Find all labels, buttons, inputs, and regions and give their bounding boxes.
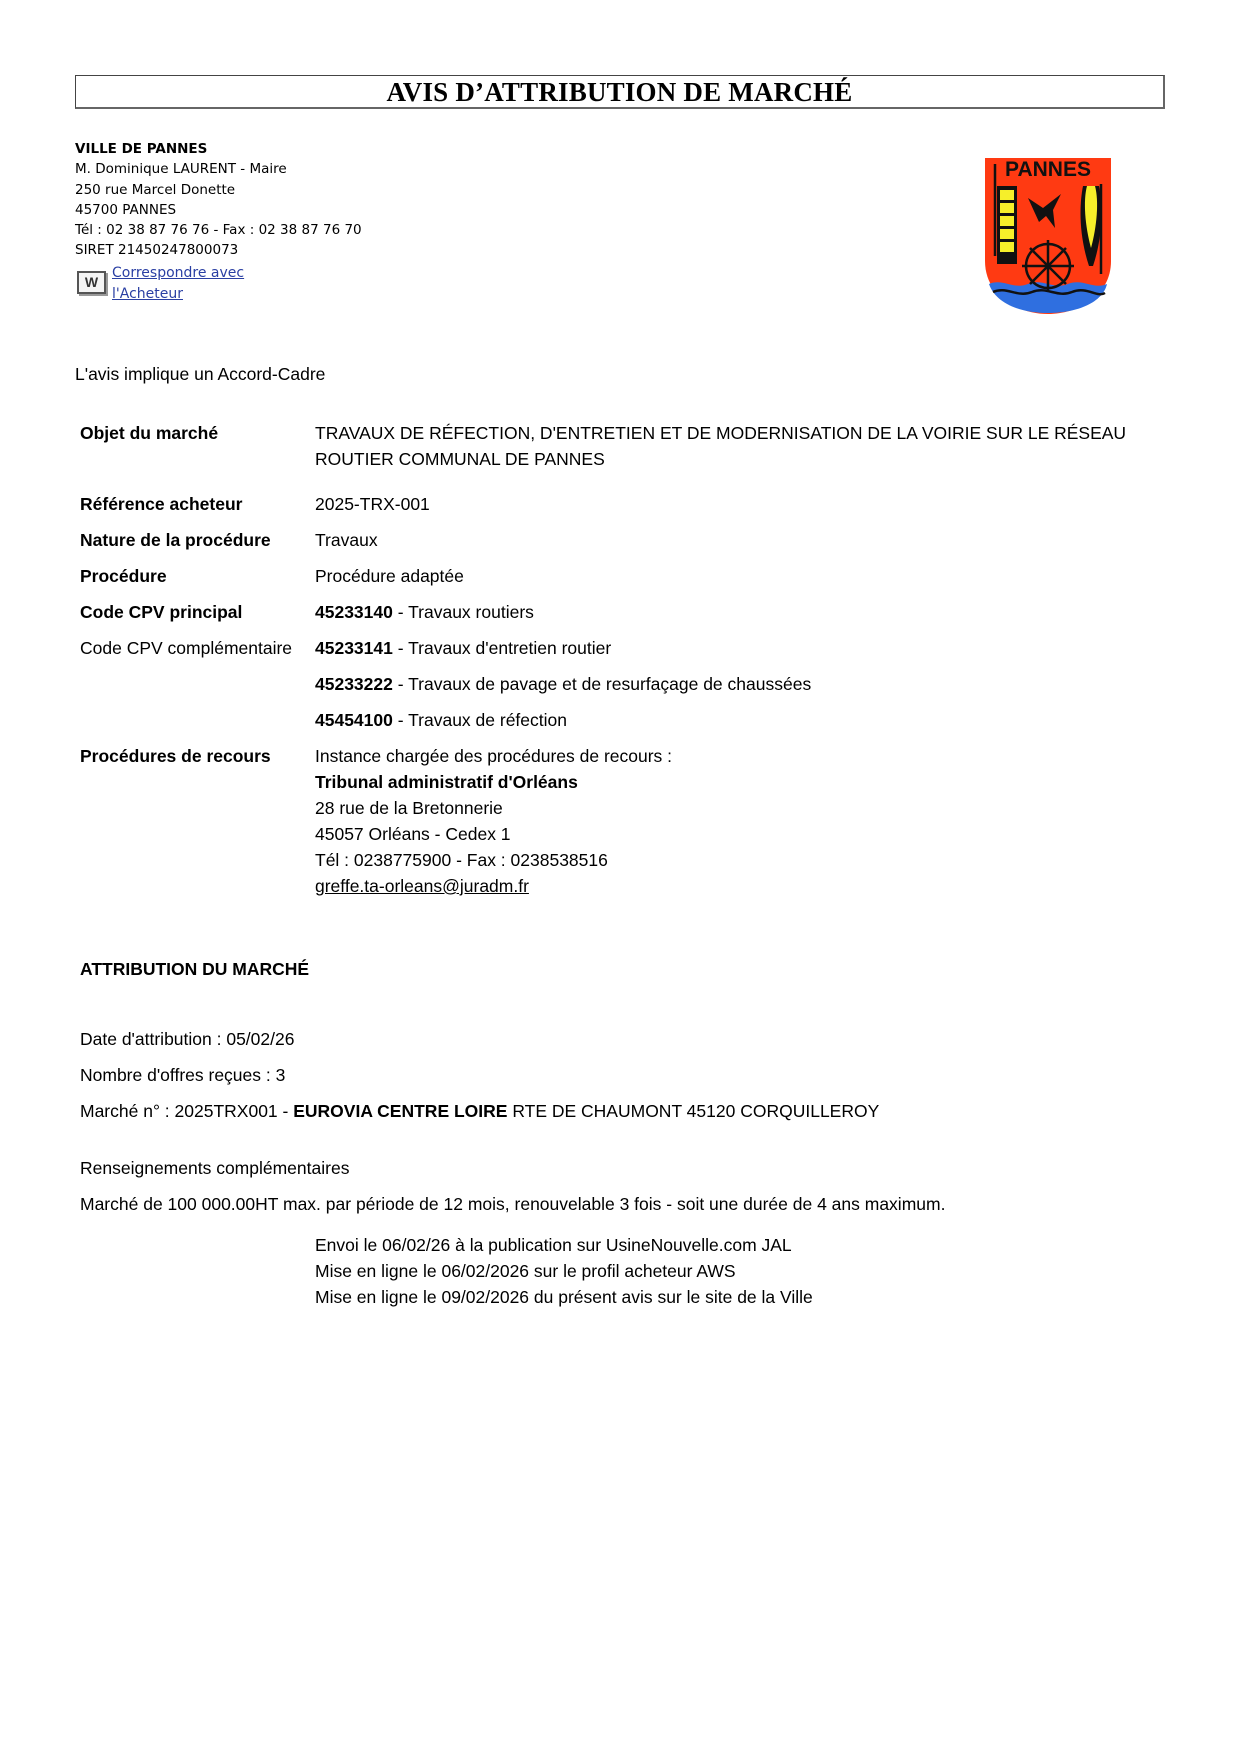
buyer-representative: M. Dominique LAURENT - Maire <box>75 161 287 178</box>
cpv-extra-item <box>315 671 1160 697</box>
crest-text: PANNES <box>1005 158 1091 181</box>
publication-line: Mise en ligne le 06/02/2026 sur le profil acheteur AWS <box>315 1261 736 1281</box>
cpv-main-value <box>315 599 1160 625</box>
publication-line: Mise en ligne le 09/02/2026 du présent avis sur le site de la Ville <box>315 1287 813 1307</box>
offers-count: Nombre d'offres reçues : 3 <box>80 1065 286 1085</box>
cpv-extra-desc: - Travaux de pavage et de resurfaçage de chaussées <box>392 674 812 694</box>
cpv-extra-code: 45454100 <box>315 710 393 730</box>
publication-notes <box>315 1232 813 1310</box>
framework-note: L'avis implique un Accord-Cadre <box>75 364 326 384</box>
recours-street: 28 rue de la Bretonnerie <box>315 798 503 818</box>
cpv-extra-label: Code CPV complémentaire <box>80 638 293 658</box>
cpv-main-code: 45233140 <box>315 602 393 622</box>
contact-buyer-link[interactable] <box>112 263 252 305</box>
winner-address: RTE DE CHAUMONT 45120 CORQUILLEROY <box>507 1101 880 1121</box>
procedure-value: Procédure adaptée <box>315 566 464 586</box>
recours-court: Tribunal administratif d'Orléans <box>315 772 578 792</box>
recours-email-link[interactable]: greffe.ta-orleans@juradm.fr <box>315 876 529 896</box>
reference-label: Référence acheteur <box>80 494 243 514</box>
contract-details <box>80 420 1160 899</box>
buyer-block <box>75 139 362 305</box>
contact-link-line1: Correspondre avec <box>112 264 245 281</box>
contract-prefix: Marché n° : 2025TRX001 - <box>80 1101 294 1121</box>
contact-link-line2: l'Acheteur <box>112 285 183 302</box>
cpv-main-desc: - Travaux routiers <box>392 602 534 622</box>
attribution-date: Date d'attribution : 05/02/26 <box>80 1029 295 1049</box>
row-objet <box>80 420 1160 472</box>
cpv-extra-code: 45233222 <box>315 674 393 694</box>
contact-buyer[interactable] <box>75 263 362 305</box>
recours-phone-fax: Tél : 0238775900 - Fax : 0238538516 <box>315 850 608 870</box>
buyer-name: VILLE DE PANNES <box>75 141 208 157</box>
info-text: Marché de 100 000.00HT max. par période de 12 mois, renouvelable 3 fois - soit une durée de 4 ans maximum. <box>80 1194 946 1214</box>
recours-city: 45057 Orléans - Cedex 1 <box>315 824 511 844</box>
row-cpv-extra-1 <box>80 635 1160 661</box>
buyer-siret: SIRET 21450247800073 <box>75 242 239 259</box>
town-crest-logo <box>983 156 1113 316</box>
row-reference <box>80 491 1160 517</box>
attribution-section <box>80 956 945 1217</box>
recours-intro: Instance chargée des procédures de recours : <box>315 746 673 766</box>
document-title: AVIS D’ATTRIBUTION DE MARCHÉ <box>386 77 853 107</box>
buyer-address: 250 rue Marcel Donette <box>75 181 236 198</box>
row-cpv-extra-2 <box>80 671 1160 697</box>
objet-value: TRAVAUX DE RÉFECTION, D'ENTRETIEN ET DE MODERNISATION DE LA VOIRIE SUR LE RÉSEAU ROUTIER COMMUNAL DE PANNES <box>315 423 1127 469</box>
cpv-extra-desc: - Travaux de réfection <box>392 710 567 730</box>
attribution-heading: ATTRIBUTION DU MARCHÉ <box>80 959 310 979</box>
web-contact-icon[interactable]: W <box>77 271 106 294</box>
row-cpv-main <box>80 599 1160 625</box>
cpv-extra-item <box>315 635 1160 661</box>
cpv-extra-item <box>315 707 1160 733</box>
cpv-main-label: Code CPV principal <box>80 602 243 622</box>
procedure-label: Procédure <box>80 566 167 586</box>
nature-value: Travaux <box>315 530 378 550</box>
winner-company: EUROVIA CENTRE LOIRE <box>293 1101 508 1121</box>
info-heading: Renseignements complémentaires <box>80 1158 350 1178</box>
row-nature <box>80 527 1160 553</box>
buyer-phone-fax: Tél : 02 38 87 76 76 - Fax : 02 38 87 76 70 <box>75 222 362 239</box>
recours-value <box>315 743 1160 899</box>
row-recours <box>80 743 1160 899</box>
nature-label: Nature de la procédure <box>80 530 271 550</box>
row-cpv-extra-3 <box>80 707 1160 733</box>
objet-label: Objet du marché <box>80 423 219 443</box>
title-box <box>75 75 1165 109</box>
contract-winner <box>80 1098 945 1124</box>
buyer-city: 45700 PANNES <box>75 201 177 218</box>
reference-value: 2025-TRX-001 <box>315 494 430 514</box>
cpv-extra-code: 45233141 <box>315 638 393 658</box>
cpv-extra-desc: - Travaux d'entretien routier <box>392 638 612 658</box>
publication-line: Envoi le 06/02/26 à la publication sur UsineNouvelle.com JAL <box>315 1235 792 1255</box>
recours-label: Procédures de recours <box>80 746 271 766</box>
row-procedure <box>80 563 1160 589</box>
